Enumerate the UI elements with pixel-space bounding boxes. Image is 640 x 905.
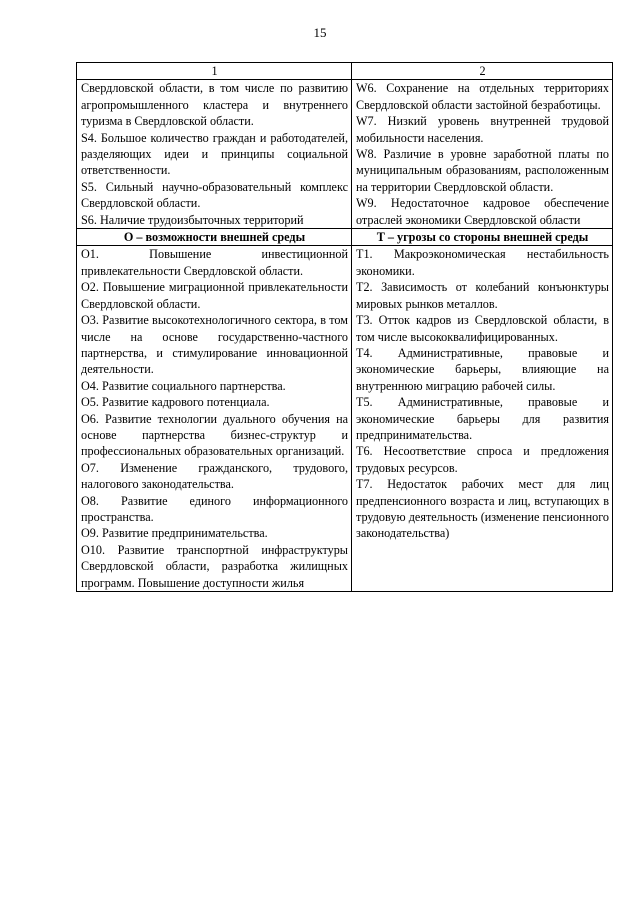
opportunities-threats-row (77, 246, 613, 592)
column-2-header: 2 (352, 63, 613, 80)
threat-item: Т7. Недостаток рабочих мест для лиц предпенсионного возраста и лиц, вступающих в трудовую деятельность (изменение пенсионного законодательства) (356, 477, 609, 541)
opportunity-item: О6. Развитие технологии дуального обучения на основе партнерства бизнес-структур и профессиональных образовательных организаций. (81, 411, 348, 459)
strengths-weaknesses-row (77, 80, 613, 229)
threats-heading: Т – угрозы со стороны внешней среды (352, 229, 613, 246)
weakness-item: W9. Недостаточное кадровое обеспечение отраслей экономики Свердловской области (356, 196, 609, 227)
threat-item: Т1. Макроэкономическая нестабильность экономики. (356, 247, 609, 278)
opportunity-item: О8. Развитие единого информационного пространства. (81, 493, 348, 524)
threat-item: Т6. Несоответствие спроса и предложения трудовых ресурсов. (356, 444, 609, 475)
opportunities-cell (77, 246, 352, 592)
opportunity-item: О7. Изменение гражданского, трудового, налогового законодательства. (81, 460, 348, 492)
threats-cell (352, 246, 613, 592)
opportunity-item: О10. Развитие транспортной инфраструктуры Свердловской области, разработка жилищных программ. Повышение доступности жилья (81, 542, 348, 590)
opportunity-item: О9. Развитие предпринимательства. (81, 526, 268, 541)
threat-item: Т3. Отток кадров из Свердловской области, в том числе высококвалифицированных. (356, 313, 609, 344)
column-1-header: 1 (77, 63, 352, 80)
opportunity-item: О5. Развитие кадрового потенциала. (81, 395, 270, 410)
opportunities-heading: О – возможности внешней среды (77, 229, 352, 246)
opportunity-item: О3. Развитие высокотехнологичного сектора, в том числе на основе государственно-частного партнерства, и стимулирование инновационной деятельности. (81, 313, 348, 377)
weaknesses-cell (352, 80, 613, 229)
table-header-row (77, 63, 613, 80)
opportunity-item: О2. Повышение миграционной привлекательности Свердловской области. (81, 280, 348, 311)
strengths-cell (77, 80, 352, 229)
strength-item: S6. Наличие трудоизбыточных территорий (81, 212, 304, 227)
strength-item: S4. Большое количество граждан и работодателей, разделяющих идеи и принципы социальной ответственности. (81, 130, 348, 178)
threat-item: Т5. Административные, правовые и экономические барьеры для развития предпринимательства. (356, 395, 609, 442)
strength-item: S5. Сильный научно-образовательный комплекс Свердловской области. (81, 179, 348, 211)
section-header-row (77, 229, 613, 246)
weakness-item: W8. Различие в уровне заработной платы по муниципальным образованиям, расположенным на территории Свердловской области. (356, 147, 609, 194)
opportunity-item: О4. Развитие социального партнерства. (81, 378, 286, 393)
opportunity-item: О1. Повышение инвестиционной привлекательности Свердловской области. (81, 247, 348, 278)
threat-item: Т2. Зависимость от колебаний конъюнктуры мировых рынков металлов. (356, 280, 609, 311)
page-number: 15 (313, 25, 327, 40)
weakness-item: W7. Низкий уровень внутренней трудовой мобильности населения. (356, 114, 609, 145)
strength-item: Свердловской области, в том числе по развитию агропромышленного кластера и внутреннего туризма в Свердловской области. (81, 81, 348, 129)
threat-item: Т4. Административные, правовые и экономические барьеры, влияющие на внутреннюю миграцию рабочей силы. (356, 345, 609, 393)
weakness-item: W6. Сохранение на отдельных территориях Свердловской области застойной безработицы. (356, 81, 609, 112)
swot-table (76, 62, 613, 592)
